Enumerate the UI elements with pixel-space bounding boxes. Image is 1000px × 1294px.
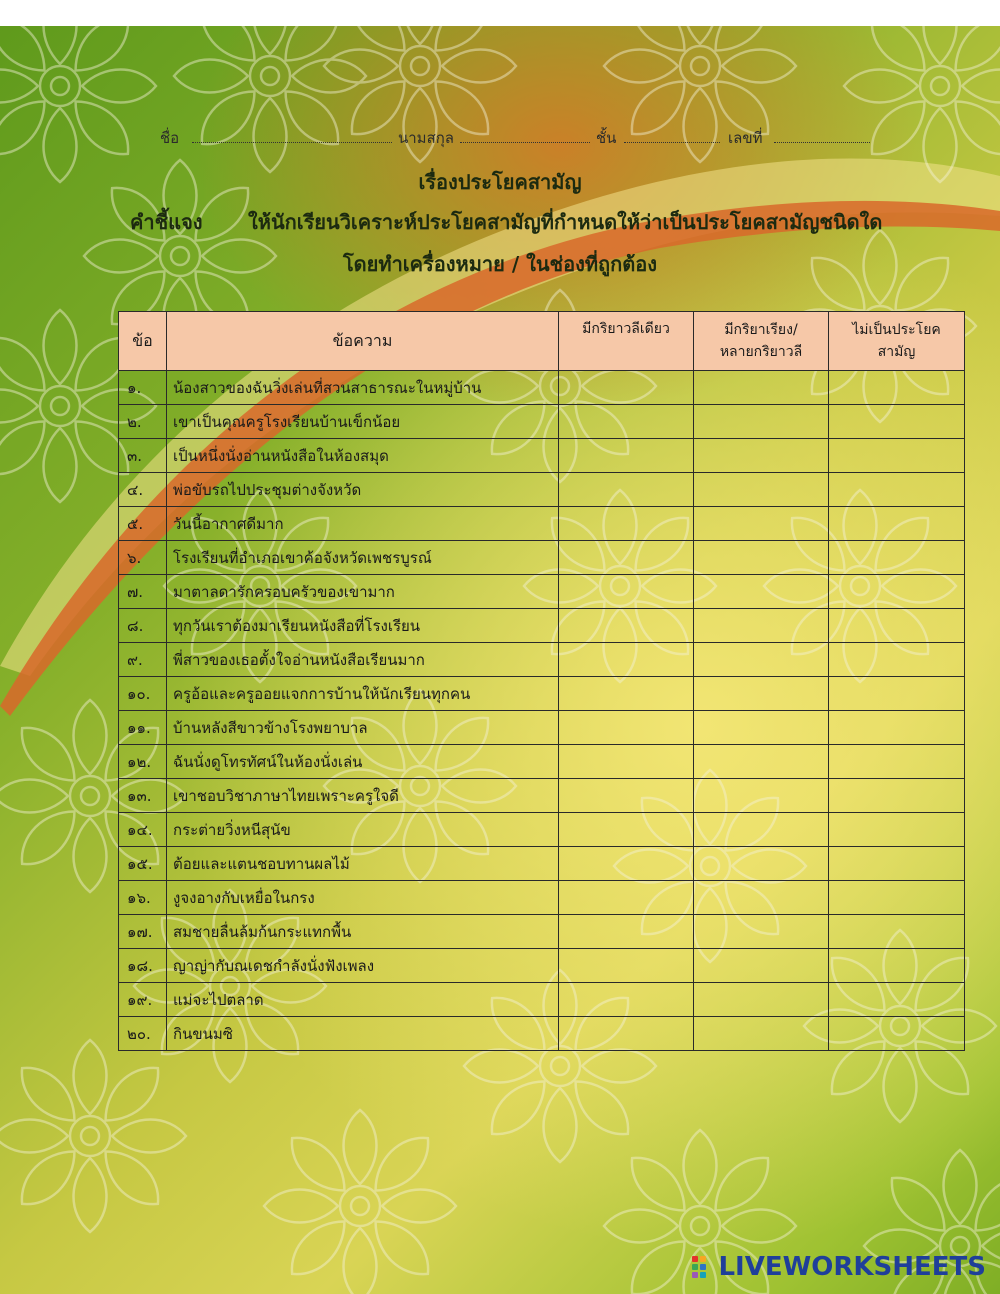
answer-cell-single-verb[interactable]	[559, 847, 694, 881]
answer-cell-multi-verb[interactable]	[694, 439, 829, 473]
answer-cell-single-verb[interactable]	[559, 371, 694, 405]
header-multi-line-2: หลายกริยาวลี	[719, 344, 803, 360]
answer-cell-not-simple[interactable]	[829, 575, 965, 609]
table-row	[119, 711, 965, 745]
answer-cell-not-simple[interactable]	[829, 439, 965, 473]
answer-cell-not-simple[interactable]	[829, 609, 965, 643]
number-field[interactable]	[774, 130, 870, 143]
answer-cell-not-simple[interactable]	[829, 473, 965, 507]
row-number: ๖.	[119, 541, 167, 575]
answer-cell-multi-verb[interactable]	[694, 711, 829, 745]
answer-cell-single-verb[interactable]	[559, 745, 694, 779]
row-number: ๑๐.	[119, 677, 167, 711]
table-body	[119, 371, 965, 1051]
row-sentence: พี่สาวของเธอตั้งใจอ่านหนังสือเรียนมาก	[167, 643, 559, 677]
surname-field[interactable]	[460, 130, 590, 143]
name-field[interactable]	[192, 130, 392, 143]
table-row	[119, 915, 965, 949]
answer-cell-not-simple[interactable]	[829, 949, 965, 983]
row-number: ๑๓.	[119, 779, 167, 813]
number-label: เลขที่	[728, 129, 763, 147]
row-sentence: เขาเป็นคุณครูโรงเรียนบ้านเข็กน้อย	[167, 405, 559, 439]
row-sentence: มาตาลดารักครอบครัวของเขามาก	[167, 575, 559, 609]
answer-cell-single-verb[interactable]	[559, 405, 694, 439]
row-number: ๔.	[119, 473, 167, 507]
answer-table	[118, 311, 965, 1051]
row-sentence: เป็นหนึ่งนั่งอ่านหนังสือในห้องสมุด	[167, 439, 559, 473]
row-number: ๑๗.	[119, 915, 167, 949]
answer-cell-single-verb[interactable]	[559, 1017, 694, 1051]
row-number: ๒๐.	[119, 1017, 167, 1051]
row-number: ๗.	[119, 575, 167, 609]
row-sentence: ต้อยและแตนชอบทานผลไม้	[167, 847, 559, 881]
table-row	[119, 813, 965, 847]
worksheet-page	[0, 26, 1000, 1294]
name-label: ชื่อ	[160, 129, 180, 147]
worksheet-title: เรื่องประโยคสามัญ	[418, 170, 582, 194]
answer-cell-multi-verb[interactable]	[694, 507, 829, 541]
header-text: ข้อความ	[167, 312, 559, 371]
answer-cell-not-simple[interactable]	[829, 677, 965, 711]
answer-cell-single-verb[interactable]	[559, 949, 694, 983]
table-row	[119, 609, 965, 643]
liveworksheets-logo	[692, 1252, 986, 1282]
table-header-row	[119, 312, 965, 371]
row-sentence: ทุกวันเราต้องมาเรียนหนังสือที่โรงเรียน	[167, 609, 559, 643]
answer-cell-single-verb[interactable]	[559, 575, 694, 609]
table-row	[119, 575, 965, 609]
answer-cell-not-simple[interactable]	[829, 371, 965, 405]
row-number: ๑๖.	[119, 881, 167, 915]
row-number: ๑๘.	[119, 949, 167, 983]
answer-cell-single-verb[interactable]	[559, 711, 694, 745]
answer-cell-single-verb[interactable]	[559, 541, 694, 575]
class-field[interactable]	[624, 130, 720, 143]
answer-cell-not-simple[interactable]	[829, 643, 965, 677]
instruction-line-2: โดยทำเครื่องหมาย / ในช่องที่ถูกต้อง	[342, 252, 658, 276]
header-multi-verb	[694, 312, 829, 371]
table-row	[119, 983, 965, 1017]
answer-cell-single-verb[interactable]	[559, 813, 694, 847]
table-row	[119, 541, 965, 575]
answer-cell-not-simple[interactable]	[829, 915, 965, 949]
answer-cell-single-verb[interactable]	[559, 473, 694, 507]
row-number: ๑๔.	[119, 813, 167, 847]
answer-cell-multi-verb[interactable]	[694, 371, 829, 405]
row-sentence: โรงเรียนที่อำเภอเขาค้อจังหวัดเพชรบูรณ์	[167, 541, 559, 575]
row-sentence: ฉันนั่งดูโทรทัศน์ในห้องนั่งเล่น	[167, 745, 559, 779]
answer-cell-single-verb[interactable]	[559, 779, 694, 813]
header-not-line-2: สามัญ	[877, 344, 916, 360]
row-sentence: ญาญ่ากับณเดชกำลังนั่งฟังเพลง	[167, 949, 559, 983]
row-sentence: ครูอ้อและครูออยแจกการบ้านให้นักเรียนทุกคน	[167, 677, 559, 711]
instruction-label: คำชี้แจง	[130, 210, 203, 234]
table-row	[119, 1017, 965, 1051]
answer-cell-multi-verb[interactable]	[694, 983, 829, 1017]
table-row	[119, 779, 965, 813]
row-number: ๘.	[119, 609, 167, 643]
answer-cell-multi-verb[interactable]	[694, 745, 829, 779]
table-row	[119, 745, 965, 779]
answer-cell-not-simple[interactable]	[829, 507, 965, 541]
liveworksheets-mark-icon	[692, 1256, 714, 1278]
answer-cell-single-verb[interactable]	[559, 643, 694, 677]
header-no: ข้อ	[119, 312, 167, 371]
row-sentence: สมชายลื่นล้มก้นกระแทกพื้น	[167, 915, 559, 949]
answer-cell-not-simple[interactable]	[829, 881, 965, 915]
row-number: ๑๒.	[119, 745, 167, 779]
table-row	[119, 881, 965, 915]
answer-cell-single-verb[interactable]	[559, 609, 694, 643]
table-row	[119, 405, 965, 439]
answer-cell-not-simple[interactable]	[829, 847, 965, 881]
header-multi-line-1: มีกริยาเรียง/	[724, 322, 798, 338]
row-sentence: กินขนมซิ	[167, 1017, 559, 1051]
table-row	[119, 371, 965, 405]
table-row	[119, 473, 965, 507]
row-sentence: แม่จะไปตลาด	[167, 983, 559, 1017]
answer-cell-multi-verb[interactable]	[694, 813, 829, 847]
row-number: ๒.	[119, 405, 167, 439]
answer-cell-multi-verb[interactable]	[694, 949, 829, 983]
answer-cell-multi-verb[interactable]	[694, 575, 829, 609]
class-label: ชั้น	[596, 129, 617, 147]
answer-cell-multi-verb[interactable]	[694, 541, 829, 575]
header-not-simple	[829, 312, 965, 371]
answer-cell-single-verb[interactable]	[559, 983, 694, 1017]
header-not-line-1: ไม่เป็นประโยค	[852, 322, 941, 338]
answer-cell-not-simple[interactable]	[829, 1017, 965, 1051]
surname-label: นามสกุล	[398, 129, 454, 147]
answer-cell-not-simple[interactable]	[829, 541, 965, 575]
answer-cell-multi-verb[interactable]	[694, 779, 829, 813]
answer-cell-not-simple[interactable]	[829, 983, 965, 1017]
row-sentence: วันนี้อากาศดีมาก	[167, 507, 559, 541]
answer-cell-multi-verb[interactable]	[694, 881, 829, 915]
row-number: ๑๕.	[119, 847, 167, 881]
answer-cell-multi-verb[interactable]	[694, 1017, 829, 1051]
row-number: ๓.	[119, 439, 167, 473]
table-row	[119, 507, 965, 541]
row-sentence: เขาชอบวิชาภาษาไทยเพราะครูใจดี	[167, 779, 559, 813]
table-row	[119, 643, 965, 677]
answer-cell-single-verb[interactable]	[559, 915, 694, 949]
row-number: ๙.	[119, 643, 167, 677]
answer-cell-not-simple[interactable]	[829, 779, 965, 813]
answer-cell-single-verb[interactable]	[559, 439, 694, 473]
liveworksheets-wordmark: LIVEWORKSHEETS	[718, 1252, 986, 1282]
row-number: ๑๑.	[119, 711, 167, 745]
answer-cell-not-simple[interactable]	[829, 405, 965, 439]
answer-cell-not-simple[interactable]	[829, 745, 965, 779]
answer-cell-multi-verb[interactable]	[694, 677, 829, 711]
answer-cell-multi-verb[interactable]	[694, 847, 829, 881]
answer-cell-multi-verb[interactable]	[694, 915, 829, 949]
answer-cell-not-simple[interactable]	[829, 711, 965, 745]
row-number: ๑.	[119, 371, 167, 405]
answer-cell-multi-verb[interactable]	[694, 473, 829, 507]
header-single-verb: มีกริยาวลีเดียว	[559, 312, 694, 371]
table-row	[119, 677, 965, 711]
row-number: ๕.	[119, 507, 167, 541]
row-number: ๑๙.	[119, 983, 167, 1017]
row-sentence: บ้านหลังสีขาวข้างโรงพยาบาล	[167, 711, 559, 745]
row-sentence: พ่อขับรถไปประชุมต่างจังหวัด	[167, 473, 559, 507]
answer-cell-not-simple[interactable]	[829, 813, 965, 847]
answer-cell-single-verb[interactable]	[559, 881, 694, 915]
answer-cell-single-verb[interactable]	[559, 677, 694, 711]
instruction-line-1: ให้นักเรียนวิเคราะห์ประโยคสามัญที่กำหนดให้ว่าเป็นประโยคสามัญชนิดใด	[248, 210, 883, 234]
table-row	[119, 949, 965, 983]
table-row	[119, 847, 965, 881]
answer-cell-multi-verb[interactable]	[694, 643, 829, 677]
answer-cell-multi-verb[interactable]	[694, 609, 829, 643]
answer-cell-single-verb[interactable]	[559, 507, 694, 541]
answer-cell-multi-verb[interactable]	[694, 405, 829, 439]
row-sentence: กระต่ายวิ่งหนีสุนัข	[167, 813, 559, 847]
row-sentence: งูจงอางกับเหยื่อในกรง	[167, 881, 559, 915]
row-sentence: น้องสาวของฉันวิ่งเล่นที่สวนสาธารณะในหมู่บ้าน	[167, 371, 559, 405]
table-row	[119, 439, 965, 473]
